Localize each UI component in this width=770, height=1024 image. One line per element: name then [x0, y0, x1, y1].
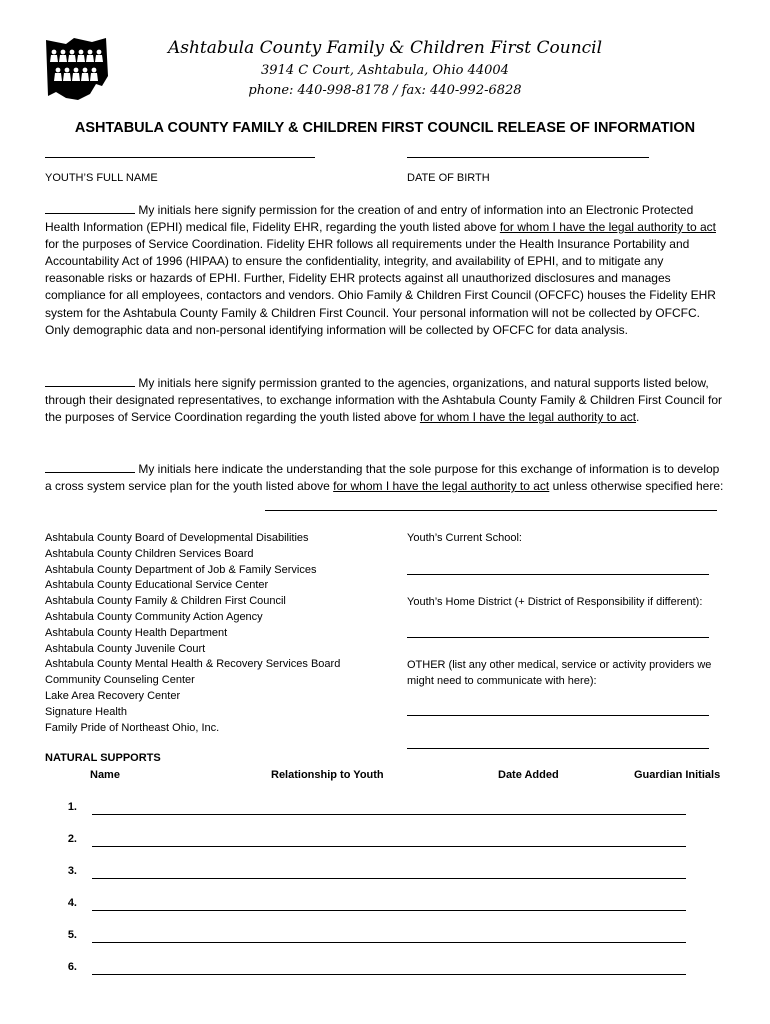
support-row-field[interactable] — [92, 910, 686, 911]
initials-ehr-field[interactable] — [45, 202, 135, 214]
support-row-field[interactable] — [92, 814, 686, 815]
consent-ehr-paragraph: My initials here signify permission for the creation of and entry of information into an Electronic Protected Health Information (EPHI) medical file, Fidelity EHR, regarding the youth listed above for whom I have the legal authority to act for the purposes of Service Coordination. Fidelity EHR follows all requirements under the Health Insurance Portability and Accountability Act of 1996 (HIPAA) to ensure the confidentiality, integrity, and availability of EPHI, and to mitigate any reasonable risks or hazards of EPHI. Further, Fidelity EHR protects against all unauthorized disclosures and manages compliance for all employees, contactors and vendors. Ohio Family & Children First Council (OFCFC) houses the Fidelity EHR system for the Ashtabula County Family & Children First Council. Your personal information will not be collected by OFCFC. Only demographic data and non-personal identifying information will be collected by OFCFC for data analysis. — [45, 203, 716, 337]
support-row-field[interactable] — [92, 846, 686, 847]
support-row-number: 6. — [67, 961, 77, 973]
youth-name-label: YOUTH’S FULL NAME — [45, 172, 158, 184]
dob-label: DATE OF BIRTH — [407, 172, 490, 184]
youth-name-field[interactable] — [45, 157, 315, 158]
other-providers-field-2[interactable] — [407, 748, 709, 749]
other-providers-label: OTHER (list any other medical, service or activity providers we might need to communicate with here): — [407, 659, 712, 687]
school-label: Youth’s Current School: — [407, 532, 522, 544]
agency-item: Signature Health — [45, 705, 127, 718]
column-header-relationship: Relationship to Youth — [271, 769, 384, 781]
otherwise-specified-field[interactable] — [265, 510, 717, 511]
column-header-date-added: Date Added — [498, 769, 559, 781]
org-phone: phone: 440-998-8178 / fax: 440-992-6828 — [248, 83, 522, 98]
agency-item: Ashtabula County Board of Developmental Disabilities — [45, 532, 309, 544]
dob-field[interactable] — [407, 157, 649, 158]
column-header-guardian-initials: Guardian Initials — [634, 769, 721, 781]
agency-item: Ashtabula County Mental Health & Recovery Services Board — [45, 658, 341, 671]
other-providers-field-1[interactable] — [407, 715, 709, 716]
agency-list — [45, 531, 340, 736]
support-row-field[interactable] — [92, 974, 686, 975]
consent-exchange-paragraph: My initials here signify permission granted to the agencies, organizations, and natural supports listed below, through their designated representatives, to exchange information with the Ashtabula County Family & Children First Council for the purposes of Service Coordination regarding the youth listed above for whom I have the legal authority to act. — [45, 376, 723, 425]
support-row-number: 3. — [67, 865, 77, 877]
support-row-field[interactable] — [92, 878, 686, 879]
consent-purpose-paragraph: My initials here indicate the understanding that the sole purpose for this exchange of information is to develop a cross system service plan for the youth listed above for whom I have the legal authority to act unless otherwise specified here: — [45, 462, 724, 494]
agency-item: Lake Area Recovery Center — [45, 689, 181, 702]
agency-item: Ashtabula County Children Services Board — [45, 547, 254, 560]
agency-item: Ashtabula County Juvenile Court — [45, 642, 206, 655]
agency-item: Ashtabula County Department of Job & Family Services — [45, 563, 317, 576]
org-address: 3914 C Court, Ashtabula, Ohio 44004 — [261, 63, 509, 78]
column-header-name: Name — [90, 769, 120, 781]
agency-item: Ashtabula County Family & Children First Council — [45, 595, 286, 608]
org-name: Ashtabula County Family & Children First Council — [167, 38, 603, 58]
agency-item: Family Pride of Northeast Ohio, Inc. — [45, 721, 220, 734]
form-title: ASHTABULA COUNTY FAMILY & CHILDREN FIRST COUNCIL RELEASE OF INFORMATION — [74, 120, 696, 136]
initials-purpose-field[interactable] — [45, 461, 135, 473]
agency-item: Ashtabula County Educational Service Center — [45, 579, 269, 592]
support-row-number: 4. — [67, 897, 77, 909]
support-row-number: 2. — [67, 833, 77, 845]
district-field[interactable] — [407, 637, 709, 638]
support-row-number: 5. — [67, 929, 77, 941]
initials-exchange-field[interactable] — [45, 375, 135, 387]
support-row-number: 1. — [67, 801, 77, 813]
school-field[interactable] — [407, 574, 709, 575]
agency-item: Ashtabula County Community Action Agency — [45, 610, 263, 623]
natural-supports-title: NATURAL SUPPORTS — [45, 752, 161, 764]
agency-item: Community Counseling Center — [45, 674, 195, 687]
support-row-field[interactable] — [92, 942, 686, 943]
agency-item: Ashtabula County Health Department — [45, 626, 228, 639]
district-label: Youth’s Home District (+ District of Responsibility if different): — [407, 596, 703, 608]
